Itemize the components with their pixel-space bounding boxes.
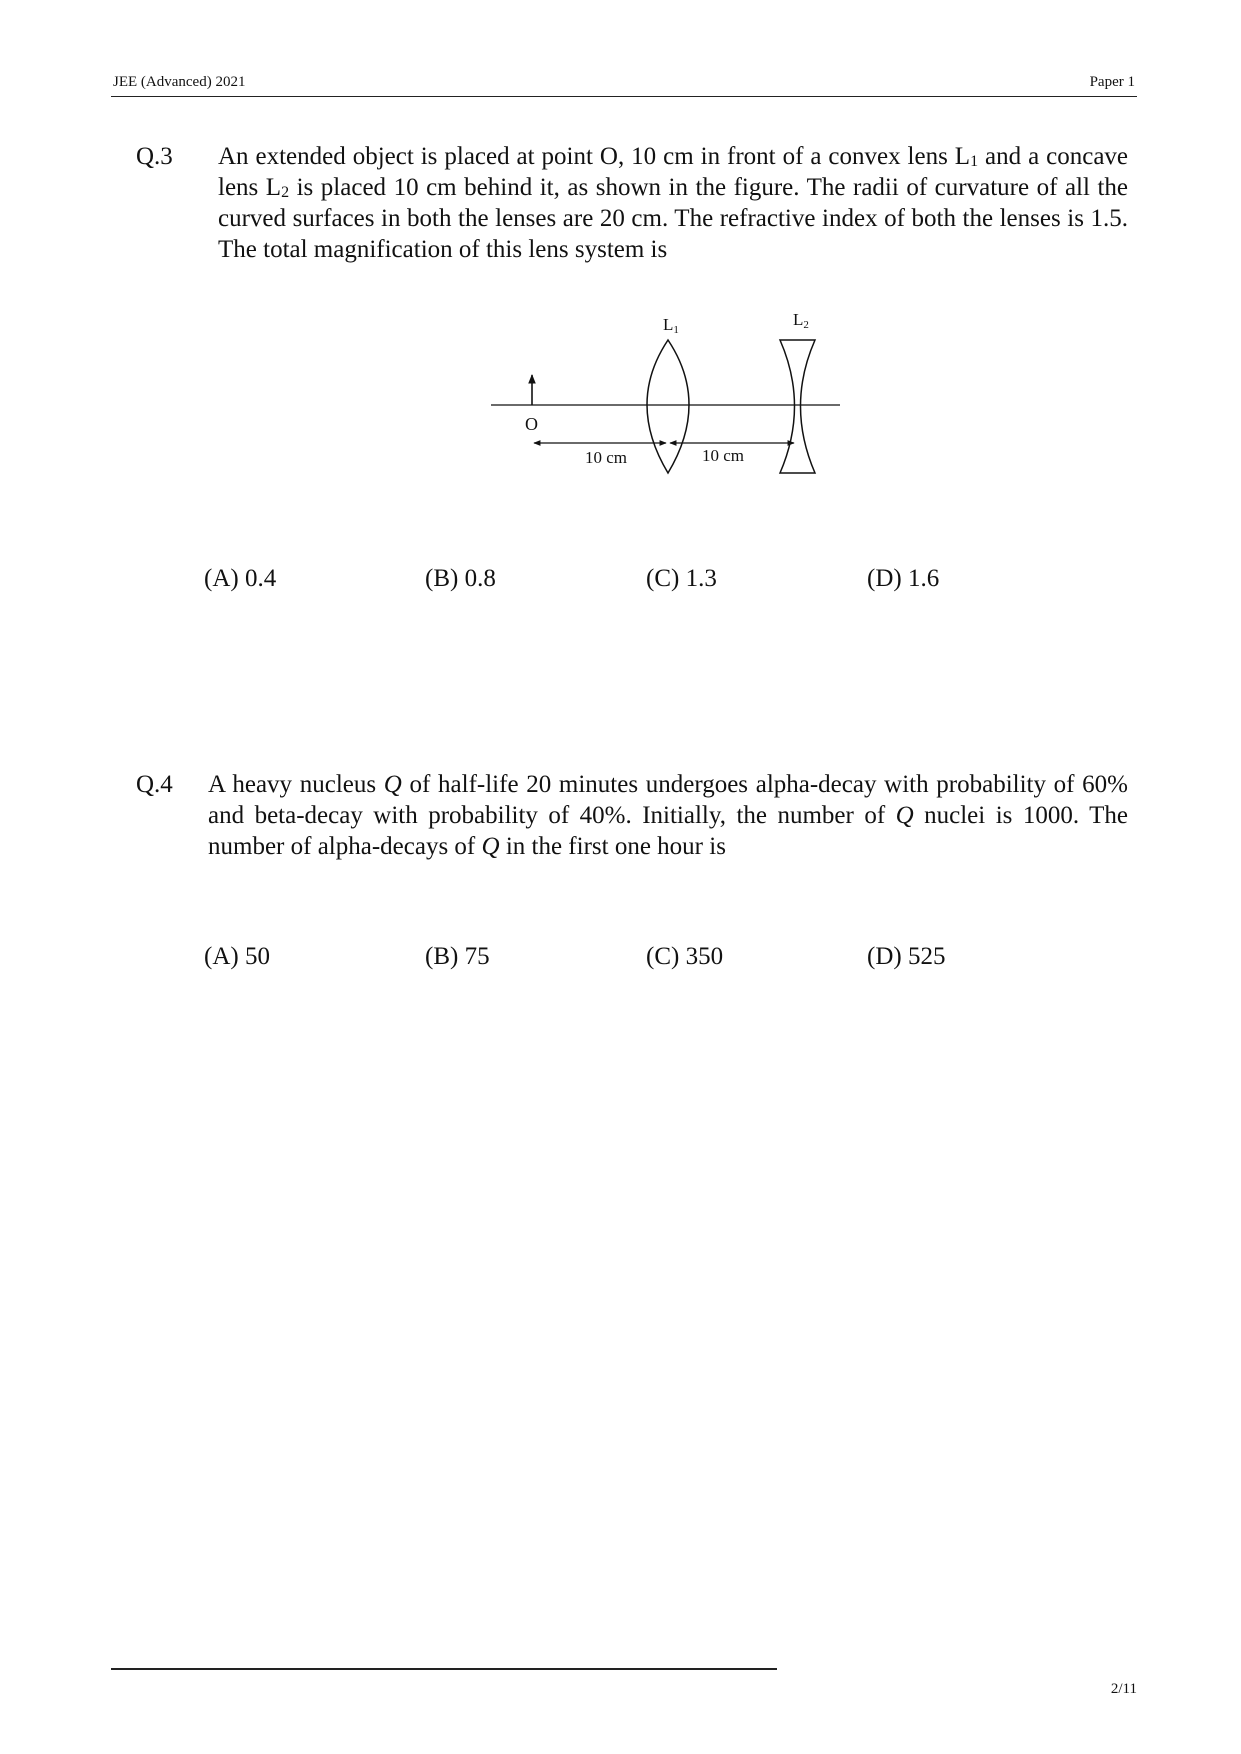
subscript: 2: [281, 184, 290, 201]
question-4: [136, 769, 1136, 969]
text-part: A heavy nucleus: [208, 771, 384, 798]
subscript: 1: [970, 153, 979, 170]
option-d[interactable]: (D) 1.6: [867, 565, 940, 592]
text-part: An extended object is placed at point O, 10 cm in front of a convex lens L: [218, 143, 971, 170]
option-c[interactable]: (C) 350: [646, 943, 724, 970]
page-header: [111, 74, 1137, 97]
option-b[interactable]: (B) 0.8: [425, 565, 496, 592]
option-d[interactable]: (D) 525: [867, 943, 946, 970]
page-number: 2/11: [1110, 1681, 1137, 1697]
variable-q: Q: [895, 802, 914, 829]
option-a[interactable]: (A) 0.4: [204, 565, 277, 592]
exam-title: JEE (Advanced) 2021: [113, 74, 246, 90]
lens-l1-label: L1: [663, 315, 679, 336]
question-number: Q.3: [136, 143, 173, 170]
text-part: nuclei is 1000. The number of alpha-decays of: [208, 802, 1128, 860]
variable-q: Q: [383, 771, 402, 798]
text-part: and a concave lens L: [218, 143, 1129, 201]
option-b[interactable]: (B) 75: [425, 943, 490, 970]
option-a[interactable]: (A) 50: [204, 943, 270, 970]
lens-system-diagram: [490, 305, 850, 485]
option-c[interactable]: (C) 1.3: [646, 565, 717, 592]
concave-lens-l2: [780, 340, 815, 473]
footer-divider: [111, 1668, 777, 1670]
question-text: [208, 769, 1128, 862]
distance-label-1: 10 cm: [585, 448, 628, 467]
distance-label-2: 10 cm: [702, 446, 745, 465]
question-text: [218, 141, 1128, 265]
variable-q: Q: [481, 833, 500, 860]
object-label: O: [525, 414, 538, 434]
text-part: of half-life 20 minutes undergoes alpha-decay with probability of 60% and beta-decay with probability of 40%. Initially, the number of: [208, 771, 1128, 829]
text-part: in the first one hour is: [499, 833, 726, 860]
lens-l2-label: L2: [793, 310, 809, 331]
paper-label: Paper 1: [1089, 74, 1135, 90]
convex-lens-l1: [647, 340, 689, 473]
question-number: Q.4: [136, 771, 173, 798]
text-part: is placed 10 cm behind it, as shown in the figure. The radii of curvature of all the curved surfaces in both the lenses are 20 cm. The refractive index of both the lenses is 1.5. The total magnification of this lens system is: [218, 174, 1129, 263]
